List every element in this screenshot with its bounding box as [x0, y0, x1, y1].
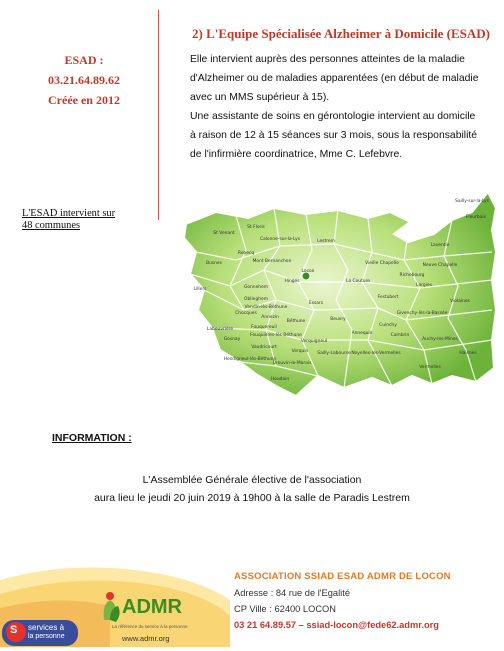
map-label-mont: Mont Bernanchon: [252, 259, 292, 264]
information-label: INFORMATION :: [52, 432, 132, 444]
map-label-drouvin: Drouvin-le-Marais: [272, 361, 312, 366]
map-label-lacouture: La Couture: [346, 279, 370, 284]
map-label-busnes: Busnes: [206, 261, 222, 266]
map-label-annezin: Annezin: [261, 315, 279, 320]
association-city: CP Ville : 62400 LOCON: [234, 604, 336, 614]
sap-line-2: la personne: [28, 633, 65, 640]
map-label-sailly-lab: Sailly-Labourse: [317, 351, 351, 356]
map-label-oblinghem: Oblinghem: [243, 297, 269, 302]
paragraph-line-6: de l'infirmière coordinatrice, Mme C. Lefebvre.: [190, 149, 403, 160]
esad-label: ESAD :: [64, 53, 104, 67]
map-label-fleurbaix: Fleurbaix: [465, 215, 487, 220]
map-label-cambrin: Cambrin: [390, 333, 410, 338]
map-label-verquigneul: Verquigneul: [300, 339, 328, 344]
map-label-bethune: Béthune: [286, 319, 306, 324]
map-label-noyelles: Noyelles-les-Vermelles: [351, 351, 401, 356]
map-note-line-2: 48 communes: [22, 220, 81, 231]
map-label-lorgies: Lorgies: [416, 283, 432, 288]
map-note: [22, 208, 142, 232]
map-label-locon: Locon: [301, 269, 315, 274]
map-label-fouquereuil: Fouquereuil: [251, 325, 277, 330]
map-label-essars: Essars: [308, 301, 324, 306]
section-title: 2) L'Equipe Spécialisée Alzheimer à Domicile (ESAD): [192, 26, 491, 41]
map-label-vermelles: Vermelles: [419, 365, 441, 370]
map-label-auchy: Auchy-les-Mines: [422, 337, 458, 342]
map-note-line-1: L'ESAD intervient sur: [22, 208, 116, 219]
map-label-laventie: Laventie: [430, 243, 450, 248]
map-label-cuinchy: Cuinchy: [379, 323, 397, 328]
map-label-labeuvriere: Labeuvrière: [206, 327, 234, 332]
map-label-neuve: Neuve Chapelle: [422, 263, 458, 268]
association-address: Adresse : 84 rue de l'Egalité: [234, 588, 350, 598]
map-label-gosnay: Gosnay: [223, 337, 241, 342]
map-label-vieille: Vieille Chapelle: [365, 261, 399, 266]
paragraph-line-3: avec un MMS supérieur à 15).: [190, 92, 330, 103]
map-label-hesdigneul: Hesdigneul-lès-Béthune: [223, 357, 277, 362]
services-a-la-personne-logo: [2, 618, 80, 646]
map-label-chocques: Chocques: [235, 311, 257, 316]
map-label-houdain: Houdain: [270, 377, 290, 382]
map-label-vendin: Vendin-lès-Béthune: [244, 305, 288, 310]
map-label-festubert: Festubert: [377, 295, 399, 300]
communes-map: [176, 190, 498, 405]
map-label-stvenant: St Venant: [213, 231, 235, 236]
map-label-hinges: Hinges: [284, 279, 300, 284]
paragraph-line-1: Elle intervient auprès des personnes atteintes de la maladie: [190, 54, 465, 65]
map-label-gonnehem: Gonnehem: [243, 285, 269, 290]
map-label-fouquieres: Fouquières-lès-Béthune: [250, 333, 302, 338]
map-label-calonne: Calonne-sur-la-Lys: [259, 237, 301, 242]
map-label-violaines: Violaines: [450, 299, 470, 304]
map-label-richebourg: Richebourg: [399, 273, 425, 278]
admr-url[interactable]: www.admr.org: [122, 634, 170, 643]
section-divider-line: [158, 10, 159, 220]
esad-created: Créée en 2012: [48, 93, 120, 107]
association-name: ASSOCIATION SSIAD ESAD ADMR DE LOCON: [234, 571, 451, 582]
map-label-givenchy: Givenchy-lès-la-Bassée: [396, 311, 448, 316]
association-contact[interactable]: 03 21 64.89.57 – ssiad-locon@fede62.admr.org: [234, 620, 439, 630]
map-label-sailly: Sailly-sur-la-Lys: [455, 199, 489, 204]
sap-prefix: S: [10, 624, 18, 636]
sap-line-1: services à: [28, 623, 65, 632]
paragraph-line-2: d'Alzheimer ou de maladies apparentées (en début de maladie: [190, 73, 479, 84]
map-label-beuvry: Beuvry: [330, 317, 346, 322]
paragraph-line-4: Une assistante de soins en gérontologie intervient au domicile: [190, 111, 476, 122]
map-label-robecq: Robecq: [237, 251, 255, 256]
esad-phone: 03.21.64.89.62: [48, 73, 120, 87]
information-line-2: aura lieu le jeudi 20 juin 2019 à 19h00 à la salle de Paradis Lestrem: [94, 492, 410, 504]
admr-wordmark: ADMR: [122, 596, 182, 618]
map-label-lillers: Lillers: [193, 287, 207, 292]
paragraph-line-5: à raison de 12 à 15 séances sur 3 mois, sous la responsabilité: [190, 130, 478, 141]
map-label-stfloris: St Floris: [247, 225, 265, 230]
information-line-1: L'Assemblée Générale élective de l'association: [142, 474, 362, 486]
map-region-shape: [184, 192, 496, 396]
map-label-haisnes: Haisnes: [459, 351, 477, 356]
map-label-vaudricourt: Vaudricourt: [251, 345, 277, 350]
admr-tagline: La référence du service à la personne: [112, 624, 188, 629]
map-label-annequin: Annequin: [351, 331, 373, 336]
map-label-verquin: Verquin: [291, 349, 309, 354]
map-label-lestrem: Lestrem: [317, 239, 335, 244]
esad-sidebar: [20, 50, 148, 110]
